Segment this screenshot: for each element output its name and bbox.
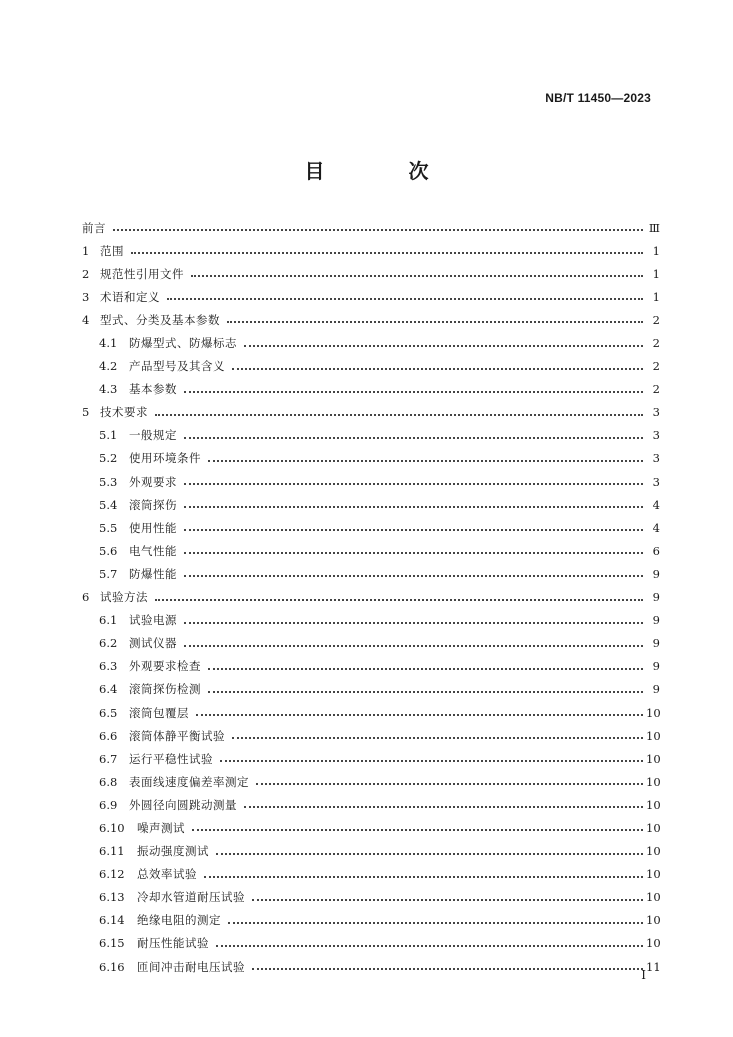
toc-entry[interactable] — [79, 678, 660, 701]
toc-entry-number: 2 — [82, 266, 90, 281]
toc-entry[interactable] — [79, 285, 660, 308]
toc-entry[interactable] — [79, 355, 660, 378]
dot-leader — [252, 898, 643, 901]
toc-entry-title: 振动强度测试 — [137, 844, 209, 859]
toc-entry-page: 9 — [652, 566, 660, 581]
toc-entry-page: 3 — [652, 451, 660, 466]
dot-leader — [256, 782, 643, 785]
toc-entry-number: 6.6 — [99, 728, 118, 743]
standard-code: NB/T 11450—2023 — [545, 91, 651, 105]
toc-entry[interactable] — [79, 886, 660, 909]
toc-entry-number: 6.15 — [99, 936, 125, 951]
dot-leader — [227, 320, 643, 323]
toc-entry-number: 6.10 — [99, 820, 125, 835]
toc-entry-number: 6.16 — [99, 959, 125, 974]
dot-leader — [244, 344, 643, 347]
dot-leader — [228, 921, 643, 924]
dot-leader — [167, 297, 643, 300]
dot-leader — [252, 967, 643, 970]
toc-entry-number: 5.5 — [99, 520, 118, 535]
toc-entry-page: 10 — [646, 774, 661, 789]
toc-entry-title: 外观要求 — [129, 474, 177, 489]
dot-leader — [216, 944, 643, 947]
toc-entry-title: 滚筒探伤检测 — [129, 682, 201, 697]
dot-leader — [208, 690, 643, 693]
toc-entry[interactable] — [79, 493, 660, 516]
toc-entry-page: Ⅲ — [648, 220, 660, 235]
dot-leader — [204, 875, 643, 878]
toc-entry-page: 6 — [652, 543, 660, 558]
dot-leader — [208, 459, 643, 462]
toc-entry-number: 4 — [82, 312, 90, 327]
toc-entry-title: 使用性能 — [129, 520, 177, 535]
toc-entry[interactable] — [79, 424, 660, 447]
dot-leader — [155, 598, 643, 601]
toc-entry-title: 耐压性能试验 — [137, 936, 209, 951]
toc-entry-page: 1 — [652, 289, 660, 304]
toc-entry-page: 9 — [652, 682, 660, 697]
toc-entry-number: 5.2 — [99, 451, 118, 466]
toc-entry[interactable] — [79, 539, 660, 562]
toc-entry-title: 技术要求 — [100, 405, 148, 420]
toc-entry-number: 6.4 — [99, 682, 118, 697]
toc-entry-title: 规范性引用文件 — [100, 266, 184, 281]
toc-entry-page: 10 — [646, 890, 661, 905]
toc-entry[interactable] — [79, 655, 660, 678]
toc-entry-title: 总效率试验 — [137, 867, 197, 882]
toc-entry[interactable] — [79, 955, 660, 978]
dot-leader — [220, 759, 643, 762]
toc-entry-title: 测试仪器 — [129, 636, 177, 651]
toc-entry-page: 10 — [646, 751, 661, 766]
toc-entry-title: 型式、分类及基本参数 — [100, 312, 220, 327]
toc-entry[interactable] — [79, 701, 660, 724]
dot-leader — [196, 713, 643, 716]
page-title: 目 次 — [304, 159, 461, 183]
toc-entry-title: 外观要求检查 — [129, 659, 201, 674]
toc-entry-title: 试验电源 — [129, 613, 177, 628]
toc-entry[interactable] — [79, 216, 660, 239]
toc-entry-title: 防爆性能 — [129, 566, 177, 581]
toc-entry-number: 6.11 — [99, 844, 125, 859]
toc-entry-title: 匝间冲击耐电压试验 — [137, 959, 245, 974]
toc-entry-number: 6.9 — [99, 797, 118, 812]
toc-entry-title: 电气性能 — [129, 543, 177, 558]
toc-entry-page: 10 — [646, 820, 661, 835]
dot-leader — [184, 644, 643, 647]
toc-entry-number: 4.1 — [99, 336, 118, 351]
toc-entry-number: 1 — [82, 243, 90, 258]
toc-entry-number: 6.1 — [99, 613, 118, 628]
toc-entry[interactable] — [79, 793, 660, 816]
toc-entry-title: 运行平稳性试验 — [129, 751, 213, 766]
toc-entry-number: 3 — [82, 289, 90, 304]
toc-entry-page: 3 — [652, 428, 660, 443]
toc-entry[interactable] — [79, 470, 660, 493]
toc-entry-title: 外圆径向圆跳动测量 — [129, 797, 237, 812]
toc-entry[interactable] — [79, 401, 660, 424]
toc-entry-number: 5.6 — [99, 543, 118, 558]
toc-entry-title: 滚筒包覆层 — [129, 705, 189, 720]
toc-entry-title: 基本参数 — [129, 382, 177, 397]
toc-entry-title: 噪声测试 — [137, 820, 185, 835]
toc-entry-page: 10 — [646, 867, 661, 882]
toc-entry-title: 表面线速度偏差率测定 — [129, 774, 249, 789]
toc-entry[interactable] — [79, 262, 660, 285]
toc-entry-number: 5 — [82, 405, 90, 420]
toc-entry[interactable] — [79, 586, 660, 609]
toc-entry-page: 3 — [652, 405, 660, 420]
toc-entry-page: 9 — [652, 636, 660, 651]
toc-entry-page: 9 — [652, 590, 660, 605]
toc-entry-page: 4 — [652, 520, 660, 535]
dot-leader — [113, 228, 643, 231]
toc-entry[interactable] — [79, 816, 660, 839]
toc-entry[interactable] — [79, 378, 660, 401]
dot-leader — [184, 390, 643, 393]
toc-entry[interactable] — [79, 747, 660, 770]
dot-leader — [184, 528, 643, 531]
toc-entry-title: 滚筒探伤 — [129, 497, 177, 512]
toc-entry-number: 6.3 — [99, 659, 118, 674]
toc-entry-title: 前言 — [82, 220, 106, 235]
toc-entry[interactable] — [79, 632, 660, 655]
toc-entry-number: 5.1 — [99, 428, 118, 443]
toc-entry-number: 5.4 — [99, 497, 118, 512]
toc-entry[interactable] — [79, 770, 660, 793]
toc-entry-page: 2 — [652, 359, 660, 374]
toc-entry-number: 6.13 — [99, 890, 125, 905]
toc-entry-page: 9 — [652, 659, 660, 674]
toc-entry-number: 6.14 — [99, 913, 125, 928]
toc-entry-page: 10 — [646, 797, 661, 812]
toc-entry[interactable] — [79, 909, 660, 932]
toc-entry-page: 9 — [652, 613, 660, 628]
dot-leader — [244, 805, 643, 808]
dot-leader — [232, 367, 643, 370]
toc-entry-number: 5.3 — [99, 474, 118, 489]
toc-entry-number: 6.8 — [99, 774, 118, 789]
toc-entry[interactable] — [79, 840, 660, 863]
dot-leader — [191, 274, 643, 277]
toc-entry-title: 绝缘电阻的测定 — [137, 913, 221, 928]
toc-entry-page: 11 — [646, 959, 661, 974]
dot-leader — [232, 736, 643, 739]
toc-entry-page: 10 — [646, 728, 661, 743]
toc-entry-number: 5.7 — [99, 566, 118, 581]
toc-entry-number: 6.5 — [99, 705, 118, 720]
toc-entry-number: 6.12 — [99, 867, 125, 882]
toc-entry-title: 使用环境条件 — [129, 451, 201, 466]
toc-entry-page: 2 — [652, 312, 660, 327]
dot-leader — [131, 251, 643, 254]
toc-entry-title: 冷却水管道耐压试验 — [137, 890, 245, 905]
toc-entry-page: 2 — [652, 336, 660, 351]
toc-entry-page: 10 — [646, 913, 661, 928]
toc-entry[interactable] — [79, 447, 660, 470]
toc-entry-title: 术语和定义 — [100, 289, 160, 304]
toc-entry[interactable] — [79, 724, 660, 747]
toc-entry[interactable] — [79, 932, 660, 955]
toc-entry-number: 6.2 — [99, 636, 118, 651]
toc-entry-page: 1 — [652, 243, 660, 258]
toc-entry-page: 1 — [652, 266, 660, 281]
page-number: I — [641, 968, 646, 982]
toc-entry-title: 试验方法 — [100, 590, 148, 605]
toc-entry-number: 4.3 — [99, 382, 118, 397]
toc-entry[interactable] — [79, 239, 660, 262]
dot-leader — [184, 621, 643, 624]
dot-leader — [208, 667, 643, 670]
toc-entry-page: 3 — [652, 474, 660, 489]
toc-entry-title: 滚筒体静平衡试验 — [129, 728, 225, 743]
toc-entry-number: 4.2 — [99, 359, 118, 374]
toc-entry-page: 2 — [652, 382, 660, 397]
toc-entry[interactable] — [79, 516, 660, 539]
toc-entry-page: 10 — [646, 844, 661, 859]
dot-leader — [216, 852, 643, 855]
toc-entry-title: 范围 — [100, 243, 124, 258]
toc-entry-title: 防爆型式、防爆标志 — [129, 336, 237, 351]
toc-entry[interactable] — [79, 562, 660, 585]
dot-leader — [184, 574, 643, 577]
toc-entry-number: 6.7 — [99, 751, 118, 766]
dot-leader — [184, 551, 643, 554]
toc-entry-page: 4 — [652, 497, 660, 512]
toc-entry-title: 一般规定 — [129, 428, 177, 443]
toc-entry-page: 10 — [646, 936, 661, 951]
dot-leader — [155, 413, 643, 416]
dot-leader — [184, 505, 643, 508]
toc-entry[interactable] — [79, 609, 660, 632]
toc-entry[interactable] — [79, 308, 660, 331]
dot-leader — [184, 482, 643, 485]
dot-leader — [184, 436, 643, 439]
toc-entry-title: 产品型号及其含义 — [129, 359, 225, 374]
table-of-contents — [79, 216, 660, 978]
toc-entry-page: 10 — [646, 705, 661, 720]
toc-entry[interactable] — [79, 331, 660, 354]
dot-leader — [192, 828, 643, 831]
toc-entry-number: 6 — [82, 590, 90, 605]
toc-entry[interactable] — [79, 863, 660, 886]
